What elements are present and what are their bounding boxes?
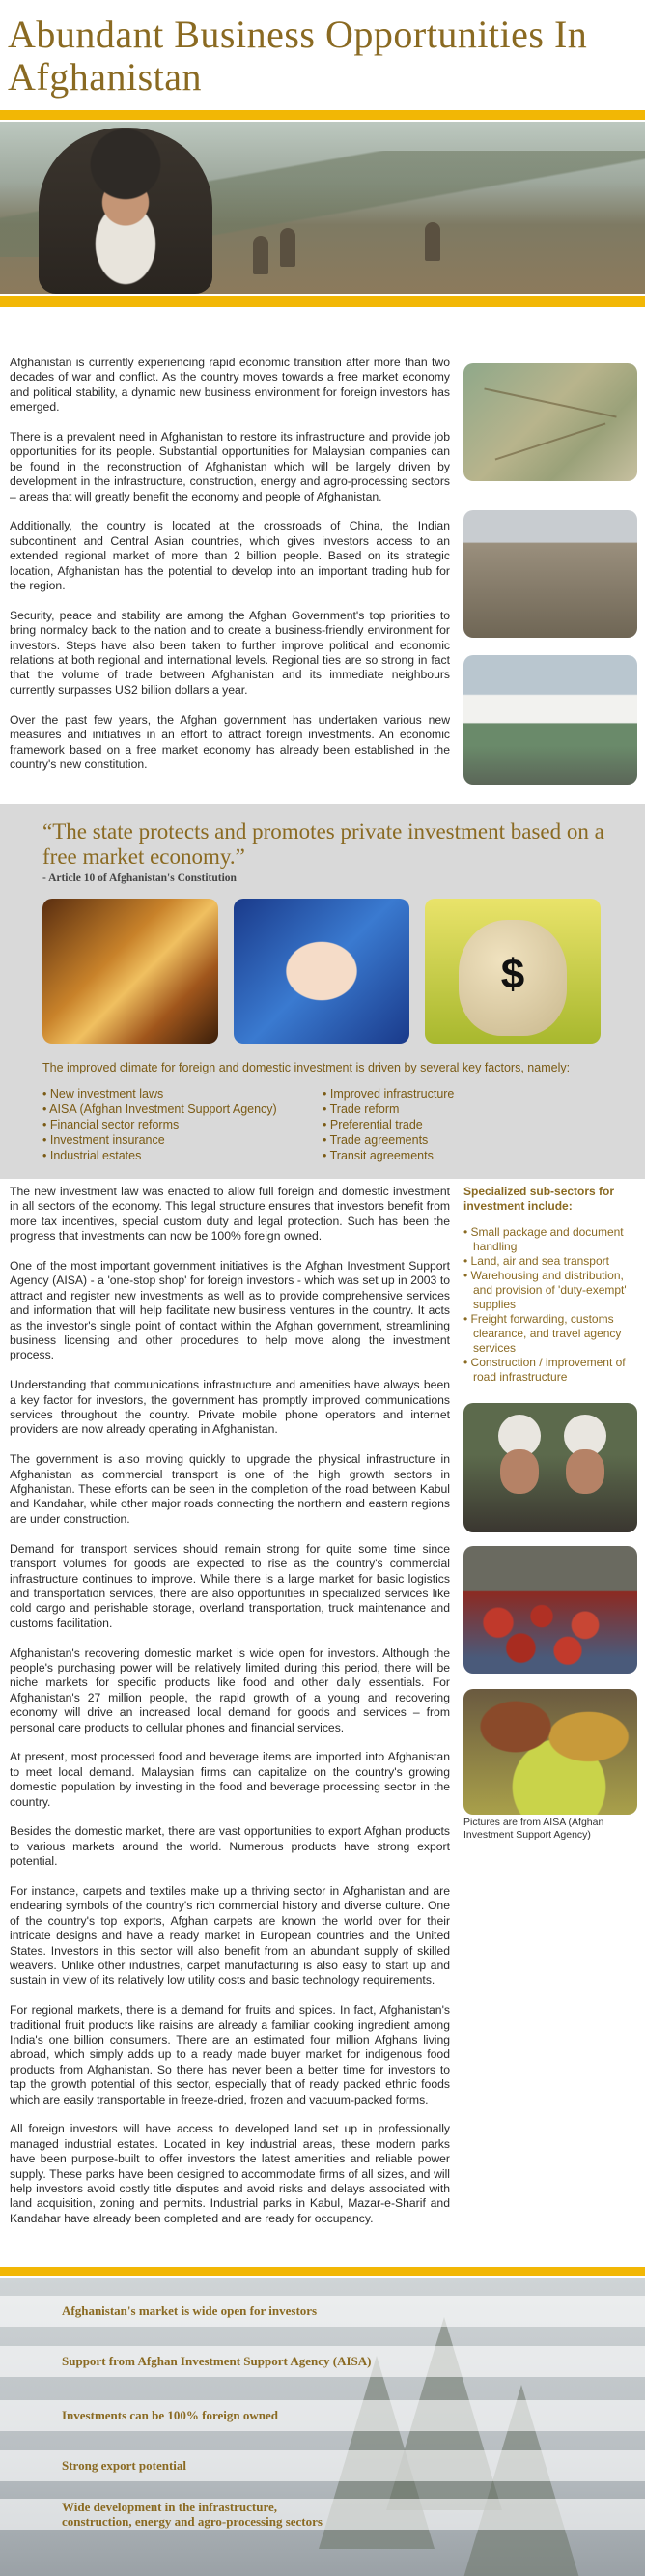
factor-item: • Financial sector reforms [42,1117,332,1132]
factor-item: • Industrial estates [42,1148,332,1163]
factor-item: • Investment insurance [42,1132,332,1148]
highlight-band [0,2450,645,2481]
intro-paragraph: Over the past few years, the Afghan government has undertaken various new measures and initiatives in an effort to attract foreign investments. An economic framework based on a free market economy has already been established in the country's new constitution. [10,712,450,771]
highlight-line: construction, energy and agro-processing sectors [62,2514,322,2529]
spices-photo [463,1689,637,1815]
intro-paragraph: Additionally, the country is located at the crossroads of China, the Indian subcontinent and Central Asian countries, which gives investors access to an extended regional market of more than 2 billion people. Based on its strategic location, Afghanistan has the potential to develop into an important trading hub for the region. [10,519,450,593]
highlight-band [0,2499,645,2530]
factor-item: • New investment laws [42,1086,332,1102]
highlight-text: Strong export potential [62,2458,187,2473]
subsector-item: • Small package and document handling [463,1225,637,1254]
factor-list-right [322,1086,612,1163]
highlight-text: Afghanistan's market is wide open for investors [62,2304,318,2318]
intro-paragraph: There is a prevalent need in Afghanistan to restore its infrastructure and provide job opportunities for its people. Substantial opportunities for Malaysian companies can be found in the reconstruction of Afghanistan which will be largely driven by development in the infrastructure, construction, energy and agro-processing sectors – areas that will greatly benefit the economy and people of Afghanistan. [10,430,450,503]
highlight-band [0,2346,645,2377]
climate-intro: The improved climate for foreign and domestic investment is driven by several key factors, namely: [42,1061,571,1074]
factor-item: • Trade agreements [322,1132,612,1148]
body-paragraph: For regional markets, there is a demand for fruits and spices. In fact, Afghanistan's traditional fruit products like raisins are already a familiar cooking ingredient among India's one billion consumers. There are an estimated four million Afghans living abroad, which simply adds up to a ready made buyer market for indigenous food products from Afghanistan. So there has never been a better time for investors to tap the growth potential of this sector, especially that of ready packed ethnic foods which are easily transportable in freeze-dried, frozen and vacuum-packed forms. [10,2003,450,2106]
body-paragraph: For instance, carpets and textiles make up a thriving sector in Afghanistan and are endearing symbols of the country's rich commercial history and diverse culture. One of the country's top exports, Afghan carpets are known the world over for their intricate designs and have a ready market in European countries and the United States. Investors in this sector will also benefit from an abundant supply of skilled weavers. Unlike other industries, carpet manufacturing is also easy to start up and sustain in view of its relatively low utility costs and basic technology requirements. [10,1883,450,1988]
dollar-icon: $ [500,951,525,998]
money-bag-photo [425,899,601,1044]
map-photo [463,363,637,481]
handshake-photo [234,899,409,1044]
subsectors-heading: Specialized sub-sectors for investment include: [463,1185,615,1213]
subsectors-list [463,1225,637,1385]
quote-source: - Article 10 of Afghanistan's Constitution [42,873,237,884]
highlight-line: Wide development in the infrastructure, [62,2500,278,2514]
factor-item: • Transit agreements [322,1148,612,1163]
body-paragraph: Demand for transport services should remain strong for quite some time since transport volumes for goods are expected to rise as the country's commercial infrastructure continues to improve. While there is a large market for basic logistics and transportation services, there are also opportunities in specialized services like cold cargo and perishable storage, overland transportation, truck maintenance and customs facilitation. [10,1541,450,1630]
body-paragraph: All foreign investors will have access to developed land set up in professionally managed industrial estates. Located in key industrial areas, these modern parks have been purpose-built to offer investors the latest amenities and reliable power supply. These parks have been designed to accommodate firms of all sizes, and will help investors avoid costly title disputes and avoid risks and delays associated with land acquisition, zoning and permits. Industrial parks in Kabul, Mazar-e-Sharif and Kandahar have already been completed and are ready for occupancy. [10,2122,450,2225]
body-paragraph: The new investment law was enacted to allow full foreign and domestic investment in all sectors of the economy. This legal structure ensures that investors benefit from more tax incentives, special custom duty and legal protection. Such has been the progress that investments can now be 100% foreign owned. [10,1185,450,1244]
body-text [10,1185,450,2242]
factor-item: • Trade reform [322,1102,612,1117]
body-paragraph: At present, most processed food and beverage items are imported into Afghanistan to meet local demand. Malaysian firms can capitalize on the country's growing domestic population by investing in the food and beverage processing sector in the country. [10,1750,450,1809]
factor-item: • Improved infrastructure [322,1086,612,1102]
banner-accent-bar [0,2267,645,2276]
factor-item: • AISA (Afghan Investment Support Agency) [42,1102,332,1117]
page-title: Abundant Business Opportunities In Afghanistan [8,13,588,99]
factor-item: • Preferential trade [322,1117,612,1132]
factor-list-left [42,1086,332,1163]
hero-photo-elder [0,122,645,294]
body-paragraph: Understanding that communications infrastructure and amenities have always been a key factor for investors, the government has promptly improved communications services throughout the country. Private mobile phone operators and internet providers are now already operating in Afghanistan. [10,1378,450,1437]
photo-caption: Pictures are from AISA (Afghan Investment Support Agency) [463,1817,604,1841]
intro-paragraph: Security, peace and stability are among the Afghan Government's top priorities to bring normalcy back to the nation and to create a business-friendly environment for investors. Steps have also been taken to further improve political and economic relations at both regional and international levels. Regional ties are so strong in fact that the volume of trade between Afghanistan and its immediate neighbours currently surpasses US2 billion dollars a year. [10,608,450,697]
highlight-band [0,2400,645,2431]
body-paragraph: Besides the domestic market, there are vast opportunities to export Afghan products to various markets around the world. Numerous products have strong export potential. [10,1824,450,1869]
highlight-text: Investments can be 100% foreign owned [62,2408,279,2422]
traders-photo [463,1403,637,1532]
gold-bars-photo [42,899,218,1044]
street-photo [463,510,637,638]
highlight-band [0,2296,645,2327]
body-paragraph: Afghanistan's recovering domestic market is wide open for investors. Although the people's purchasing power will be relatively limited during this period, there will be niche markets for specific products like food and other daily essentials. For Afghanistan's 27 million people, the rapid growth of a young and recovering economy will drive an increased local demand for goods and services – from personal care products to cellular phones and financial services. [10,1646,450,1734]
intro-text [10,356,450,787]
highlights-banner [0,2278,645,2576]
constitution-quote: “The state protects and promotes private investment based on a free market economy.” [42,819,604,869]
hero-accent-bar [0,296,645,307]
top-accent-bar [0,110,645,120]
subsector-item: • Warehousing and distribution, and provision of 'duty-exempt' supplies [463,1269,637,1312]
village-photo [463,655,637,785]
highlight-text: Support from Afghan Investment Support Agency (AISA) [62,2354,372,2368]
highlight-text [62,2500,322,2529]
fruit-market-photo [463,1546,637,1674]
intro-paragraph: Afghanistan is currently experiencing rapid economic transition after more than two decades of war and conflict. As the country moves towards a free market economy and political stability, a dynamic new business environment for foreign investors has emerged. [10,356,450,415]
subsector-item: • Land, air and sea transport [463,1254,637,1269]
body-paragraph: The government is also moving quickly to upgrade the physical infrastructure in Afghanistan as commercial transport is one of the high growth sectors in Afghanistan. These efforts can be seen in the completion of the road between Kabul and Kandahar, while other major roads connecting the northern and eastern regions are under construction. [10,1452,450,1526]
body-paragraph: One of the most important government initiatives is the Afghan Investment Support Agency (AISA) - a 'one-stop shop' for foreign investors - which was set up in 2003 to attract and register new investments as well as to provide comprehensive services and information that will help facilitate new business ventures in the country. It acts as the investor's single point of contact within the Afghan government, streamlining business licensing and other procedures to help move along the investment process. [10,1259,450,1362]
subsector-item: • Freight forwarding, customs clearance, and travel agency services [463,1312,637,1356]
subsector-item: • Construction / improvement of road infrastructure [463,1356,637,1385]
